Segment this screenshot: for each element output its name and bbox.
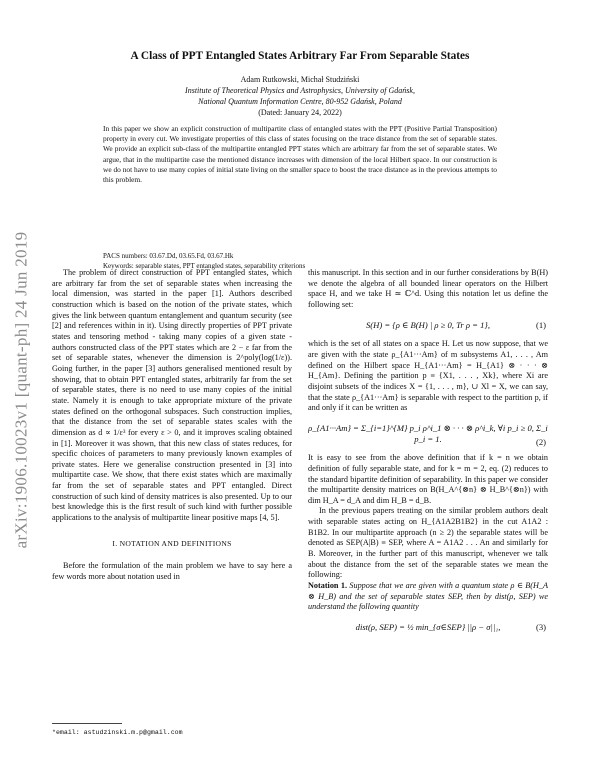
right-paragraph-4: In the previous papers treating on the similar problem authors dealt with separable states acting on H_{A1A2B1B2} in the cut A1A2 : B1B2. In our multipartite approach (n ≥ 2) the separable states will be denoted as SEP(A|B) ≡ SEP, where A = A1A2 . . . An and similarly for B. Moreover, in the further part of this manuscript, whenever we talk about the distance from the set of the separable states we mean the following: xyxy=(308,506,548,580)
notation-1 xyxy=(308,581,548,613)
equation-2-number: (2) xyxy=(535,436,546,447)
author-names: Adam Rutkowski, Michał Studziński xyxy=(240,75,360,84)
equation-1-number: (1) xyxy=(535,319,546,330)
intro-paragraph: The problem of direct construction of PPT entangled states, which are arbitrary far from the set of separable states when increasing the local dimension, was started in the paper [1]. Authors described construction which is based on the notion of the private states, which gives the link between quantum entanglement and quantum security (see [2] and references within in it). Using directly properties of PPT private states and tensoring method - taking many copies of a given state - authors constructed class of the PPT states which are 2 − ε far from the set of separable states, whenever the dimension is 2^poly(log(1/ε)). Going further, in the paper [3] authors generalised mentioned result by showing, that to obtain PPT entangled states, arbitrarily far from the set of separable states, there is no need to use many copies of the initial state. Namely it is enough to take appropriate mixture of the private states defined on the orthogonal subspaces. Such construction implies, that the distance from the set of separable states scales with the dimension as d ∝ 1/ε³ for every ε > 0, and it improves scaling obtained in [1]. Moreover it was shown, that this new class of states reduces, for specific choices of parameters to many previously known examples of private states. Here we generalise construction presented in [3] into multipartite case. We show, that there exist states which are maximally far from the set of separable states and PPT entangled. Direct construction of such kind of density matrices is also presented. Up to our best knowledge this is the first result of such kind with further possible applications to the analysis of multipartite linear positive maps [4, 5]. xyxy=(52,268,292,523)
footnote-rule xyxy=(52,723,122,724)
footnote-email-text: *email: astudzinski.m.p@gmail.com xyxy=(52,729,183,736)
abstract: In this paper we show an explicit construction of multipartite class of entangled states with the PPT (Positive Partial Transposition) property in every cut. We investigate properties of this class of states focusing on the trace distance from the set of separable states. We provide an explicit sub-class of the multipartite entangled PPT states which are arbitrary far from the set of separable states. We argue, that in the multipartite case the mentioned distance increases with dimension of the local Hilbert space. In our construction is we do not have to use many copies of initial state living on the smaller space to boost the trace distance as in the previous attempts to this problem. xyxy=(103,124,497,185)
author-block xyxy=(60,74,540,118)
arxiv-identifier-stamp xyxy=(8,190,34,590)
notation-intro-paragraph: Before the formulation of the main problem we have to say here a few words more about notation used in xyxy=(52,561,292,582)
keywords-line: Keywords: separable states, PPT entangled states, separability criterions xyxy=(103,261,306,270)
paper-title: A Class of PPT Entangled States Arbitrary Far From Separable States xyxy=(130,50,470,62)
arxiv-stamp-text: arXiv:1906.10023v1 [quant-ph] 24 Jun 2019 xyxy=(11,231,31,549)
equation-2-body: ρ_{A1···Am} = Σ_{i=1}^{M} p_i ρ^i_1 ⊗ · · · ⊗ ρ^i_k, ∀i p_i ≥ 0, Σ_i p_i = 1. xyxy=(308,422,548,444)
dated-line: (Dated: January 24, 2022) xyxy=(258,108,342,117)
right-paragraph-1: this manuscript. In this section and in our further considerations by B(H) we denote the algebra of all bounded linear operators on the Hilbert space H, and we take H ≃ ℂ^d. Using this notation let us define the following set: xyxy=(308,268,548,309)
right-paragraph-3: It is easy to see from the above definition that if k = n we obtain definition of fully separable state, and for k = m = 2, eq. (2) reduces to the standard bipartite definition of separability. In this paper we consider the multipartite density matrices on B(H_A^{⊗n} ⊗ H_B^{⊗n}) with dim H_A = d_A and dim H_B = d_B. xyxy=(308,453,548,505)
right-column xyxy=(308,268,548,642)
affiliation-line-1: Institute of Theoretical Physics and Astrophysics, University of Gdańsk, xyxy=(185,86,415,95)
equation-1-body: S(H) = {ρ ∈ B(H) | ρ ≥ 0, Tr ρ = 1}, xyxy=(365,319,490,330)
pacs-line: PACS numbers: 03.67.Dd, 03.65.Fd, 03.67.Hk xyxy=(103,252,234,260)
equation-1 xyxy=(308,320,548,331)
section-heading-notation: I. NOTATION AND DEFINITIONS xyxy=(112,538,232,548)
notation-1-text: Suppose that we are given with a quantum state ρ ∈ B(H_A ⊗ H_B) and the set of separable states SEP, then by dist(ρ, SEP) we understand the following quantity xyxy=(308,581,548,612)
affiliation-line-2: National Quantum Information Centre, 80-952 Gdańsk, Poland xyxy=(198,97,402,106)
equation-3 xyxy=(308,622,548,633)
left-column xyxy=(52,268,292,583)
footnote-email xyxy=(52,729,183,736)
equation-3-number: (3) xyxy=(535,622,546,633)
notation-1-label: Notation 1. xyxy=(308,581,347,591)
equation-3-body: dist(ρ, SEP) = ½ min_{σ∈SEP} ||ρ − σ||₁, xyxy=(355,622,501,633)
right-paragraph-2: which is the set of all states on a space H. Let us now suppose, that we are given with the state ρ_{A1···Am} of m subsystems A1, . . . , Am defined on the Hilbert space H_{A1···Am} = H_{A1} ⊗ · · · ⊗ H_{Am}. Defining the partition p ≡ {X1, . . . , Xk}, where Xi are disjoint subsets of the indices X = {1, . . . , m}, ∪ Xl = X, we can say, that the state ρ_{A1···Am} is separable with respect to the partition p, if and only if it can be written as xyxy=(308,339,548,413)
equation-2 xyxy=(308,422,548,447)
